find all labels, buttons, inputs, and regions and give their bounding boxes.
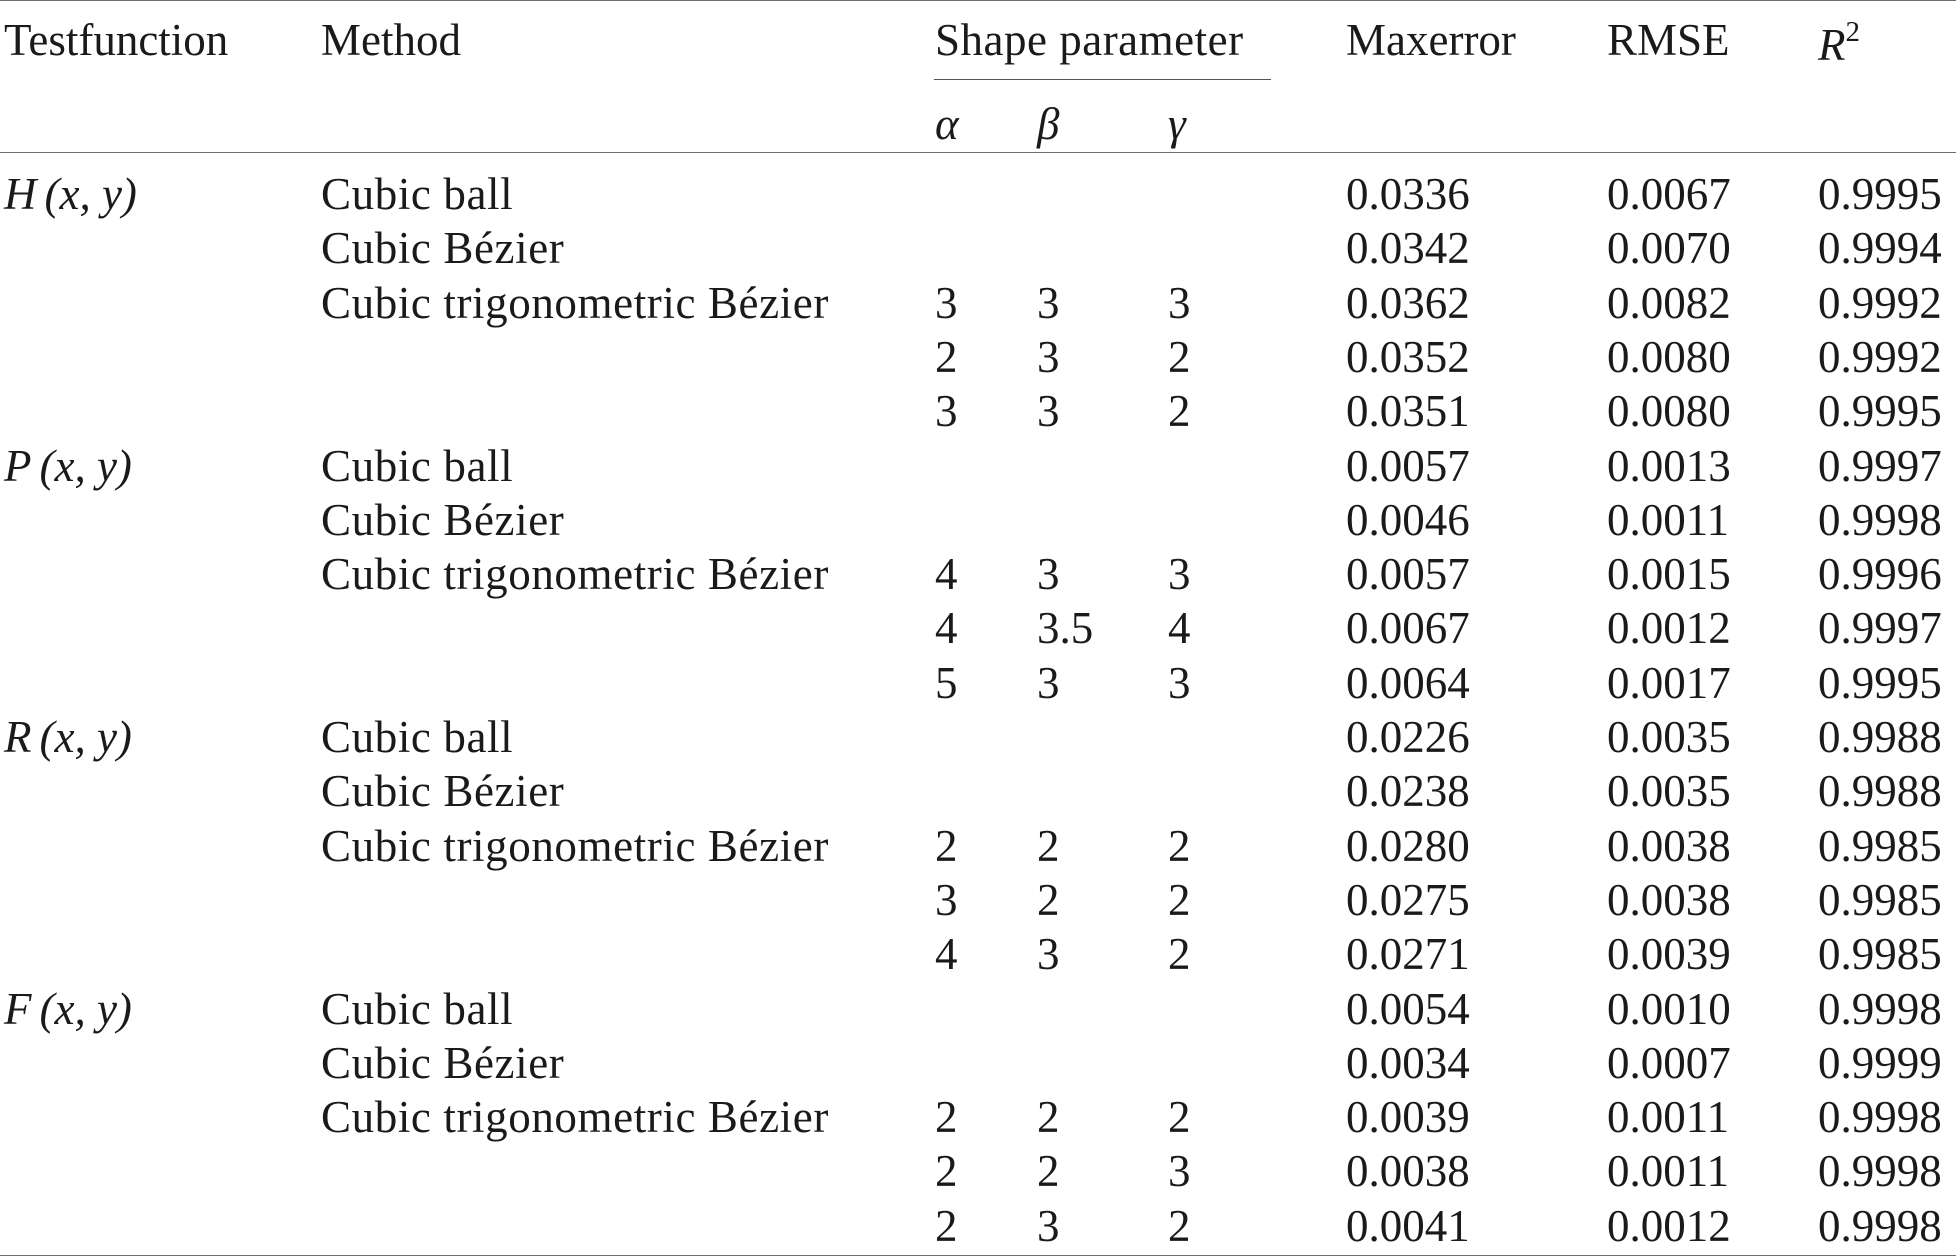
cell-method: Cubic Bézier bbox=[321, 223, 565, 273]
cell-gamma: 3 bbox=[1168, 658, 1191, 708]
cell-r-squared: 0.9992 bbox=[1818, 332, 1942, 382]
cell-maxerror: 0.0064 bbox=[1346, 658, 1470, 708]
cell-maxerror: 0.0057 bbox=[1346, 441, 1470, 491]
cell-rmse: 0.0038 bbox=[1607, 821, 1731, 871]
cell-rmse: 0.0015 bbox=[1607, 549, 1731, 599]
cell-maxerror: 0.0362 bbox=[1346, 278, 1470, 328]
cell-alpha: 5 bbox=[935, 658, 958, 708]
cell-gamma: 2 bbox=[1168, 875, 1191, 925]
cell-r-squared: 0.9988 bbox=[1818, 766, 1942, 816]
cell-method: Cubic ball bbox=[321, 712, 514, 762]
cell-maxerror: 0.0038 bbox=[1346, 1146, 1470, 1196]
cell-gamma: 4 bbox=[1168, 603, 1191, 653]
testfunction-symbol: H bbox=[4, 169, 37, 219]
cell-r-squared: 0.9985 bbox=[1818, 821, 1942, 871]
cell-testfunction bbox=[4, 984, 132, 1034]
cell-rmse: 0.0012 bbox=[1607, 603, 1731, 653]
cell-maxerror: 0.0067 bbox=[1346, 603, 1470, 653]
cell-r-squared: 0.9994 bbox=[1818, 223, 1942, 273]
cell-method: Cubic Bézier bbox=[321, 766, 565, 816]
cell-gamma: 2 bbox=[1168, 1092, 1191, 1142]
header-shape-parameter: Shape parameter bbox=[935, 15, 1244, 65]
cell-alpha: 4 bbox=[935, 929, 958, 979]
cell-alpha: 2 bbox=[935, 1201, 958, 1251]
cell-maxerror: 0.0342 bbox=[1346, 223, 1470, 273]
header-beta: β bbox=[1037, 99, 1060, 149]
cell-rmse: 0.0070 bbox=[1607, 223, 1731, 273]
cell-r-squared: 0.9995 bbox=[1818, 169, 1942, 219]
header-rmse: RMSE bbox=[1607, 15, 1730, 65]
cell-rmse: 0.0011 bbox=[1607, 1092, 1730, 1142]
header-r-superscript: 2 bbox=[1845, 16, 1860, 48]
testfunction-args: (x, y) bbox=[39, 984, 132, 1034]
cell-maxerror: 0.0054 bbox=[1346, 984, 1470, 1034]
cell-beta: 2 bbox=[1037, 821, 1060, 871]
cell-r-squared: 0.9998 bbox=[1818, 1201, 1942, 1251]
cell-r-squared: 0.9998 bbox=[1818, 984, 1942, 1034]
cell-gamma: 2 bbox=[1168, 821, 1191, 871]
cell-rmse: 0.0080 bbox=[1607, 386, 1731, 436]
testfunction-symbol: R bbox=[4, 712, 32, 762]
cell-method: Cubic ball bbox=[321, 441, 514, 491]
cell-r-squared: 0.9996 bbox=[1818, 549, 1942, 599]
cell-method: Cubic trigonometric Bézier bbox=[321, 1092, 829, 1142]
cell-maxerror: 0.0351 bbox=[1346, 386, 1470, 436]
header-method: Method bbox=[321, 15, 461, 65]
cell-rmse: 0.0013 bbox=[1607, 441, 1731, 491]
cell-testfunction bbox=[4, 712, 132, 762]
cell-r-squared: 0.9998 bbox=[1818, 1146, 1942, 1196]
cell-maxerror: 0.0046 bbox=[1346, 495, 1470, 545]
cell-rmse: 0.0067 bbox=[1607, 169, 1731, 219]
cell-maxerror: 0.0352 bbox=[1346, 332, 1470, 382]
cell-r-squared: 0.9998 bbox=[1818, 495, 1942, 545]
cell-maxerror: 0.0057 bbox=[1346, 549, 1470, 599]
cell-rmse: 0.0011 bbox=[1607, 495, 1730, 545]
cell-method: Cubic trigonometric Bézier bbox=[321, 821, 829, 871]
cell-gamma: 3 bbox=[1168, 278, 1191, 328]
cell-r-squared: 0.9985 bbox=[1818, 929, 1942, 979]
cell-gamma: 2 bbox=[1168, 386, 1191, 436]
cell-r-squared: 0.9997 bbox=[1818, 603, 1942, 653]
cell-alpha: 4 bbox=[935, 549, 958, 599]
testfunction-args: (x, y) bbox=[39, 712, 132, 762]
cell-method: Cubic trigonometric Bézier bbox=[321, 549, 829, 599]
cell-gamma: 3 bbox=[1168, 549, 1191, 599]
cell-alpha: 2 bbox=[935, 1092, 958, 1142]
header-testfunction: Testfunction bbox=[4, 15, 229, 65]
testfunction-args: (x, y) bbox=[39, 441, 132, 491]
header-r-base: R bbox=[1818, 20, 1846, 70]
cell-method: Cubic ball bbox=[321, 169, 514, 219]
cell-rmse: 0.0012 bbox=[1607, 1201, 1731, 1251]
cell-alpha: 3 bbox=[935, 875, 958, 925]
cell-rmse: 0.0035 bbox=[1607, 712, 1731, 762]
cell-rmse: 0.0011 bbox=[1607, 1146, 1730, 1196]
cell-gamma: 2 bbox=[1168, 929, 1191, 979]
cell-alpha: 3 bbox=[935, 278, 958, 328]
cell-beta: 2 bbox=[1037, 875, 1060, 925]
cell-rmse: 0.0017 bbox=[1607, 658, 1731, 708]
cell-rmse: 0.0080 bbox=[1607, 332, 1731, 382]
cell-alpha: 2 bbox=[935, 821, 958, 871]
cell-rmse: 0.0038 bbox=[1607, 875, 1731, 925]
cell-maxerror: 0.0226 bbox=[1346, 712, 1470, 762]
cell-beta: 3 bbox=[1037, 278, 1060, 328]
cell-maxerror: 0.0238 bbox=[1346, 766, 1470, 816]
cell-testfunction bbox=[4, 441, 132, 491]
cell-maxerror: 0.0271 bbox=[1346, 929, 1470, 979]
cell-beta: 3 bbox=[1037, 929, 1060, 979]
testfunction-symbol: P bbox=[4, 441, 32, 491]
testfunction-symbol: F bbox=[4, 984, 32, 1034]
cell-beta: 3 bbox=[1037, 386, 1060, 436]
cell-rmse: 0.0035 bbox=[1607, 766, 1731, 816]
cell-r-squared: 0.9992 bbox=[1818, 278, 1942, 328]
cell-r-squared: 0.9995 bbox=[1818, 386, 1942, 436]
cell-alpha: 2 bbox=[935, 1146, 958, 1196]
cell-rmse: 0.0039 bbox=[1607, 929, 1731, 979]
table-bottom-rule bbox=[0, 1255, 1956, 1256]
header-alpha: α bbox=[935, 99, 959, 149]
cell-r-squared: 0.9985 bbox=[1818, 875, 1942, 925]
cell-method: Cubic Bézier bbox=[321, 1038, 565, 1088]
cell-maxerror: 0.0336 bbox=[1346, 169, 1470, 219]
cell-r-squared: 0.9997 bbox=[1818, 441, 1942, 491]
cell-rmse: 0.0082 bbox=[1607, 278, 1731, 328]
header-maxerror: Maxerror bbox=[1346, 15, 1516, 65]
cell-r-squared: 0.9998 bbox=[1818, 1092, 1942, 1142]
cell-gamma: 2 bbox=[1168, 1201, 1191, 1251]
cell-maxerror: 0.0039 bbox=[1346, 1092, 1470, 1142]
cell-beta: 3 bbox=[1037, 549, 1060, 599]
cell-beta: 3.5 bbox=[1037, 603, 1094, 653]
cell-maxerror: 0.0034 bbox=[1346, 1038, 1470, 1088]
cell-method: Cubic ball bbox=[321, 984, 514, 1034]
cell-beta: 3 bbox=[1037, 658, 1060, 708]
cell-alpha: 4 bbox=[935, 603, 958, 653]
cell-testfunction bbox=[4, 169, 137, 219]
cell-alpha: 2 bbox=[935, 332, 958, 382]
cell-beta: 2 bbox=[1037, 1146, 1060, 1196]
cell-maxerror: 0.0275 bbox=[1346, 875, 1470, 925]
cell-maxerror: 0.0041 bbox=[1346, 1201, 1470, 1251]
cell-beta: 3 bbox=[1037, 1201, 1060, 1251]
cell-beta: 2 bbox=[1037, 1092, 1060, 1142]
cell-r-squared: 0.9995 bbox=[1818, 658, 1942, 708]
cell-maxerror: 0.0280 bbox=[1346, 821, 1470, 871]
cell-r-squared: 0.9999 bbox=[1818, 1038, 1942, 1088]
cell-beta: 3 bbox=[1037, 332, 1060, 382]
cell-rmse: 0.0007 bbox=[1607, 1038, 1731, 1088]
cell-r-squared: 0.9988 bbox=[1818, 712, 1942, 762]
testfunction-args: (x, y) bbox=[44, 169, 137, 219]
cell-alpha: 3 bbox=[935, 386, 958, 436]
cell-rmse: 0.0010 bbox=[1607, 984, 1731, 1034]
cell-method: Cubic trigonometric Bézier bbox=[321, 278, 829, 328]
cell-gamma: 2 bbox=[1168, 332, 1191, 382]
header-gamma: γ bbox=[1168, 99, 1186, 149]
cell-gamma: 3 bbox=[1168, 1146, 1191, 1196]
cell-method: Cubic Bézier bbox=[321, 495, 565, 545]
